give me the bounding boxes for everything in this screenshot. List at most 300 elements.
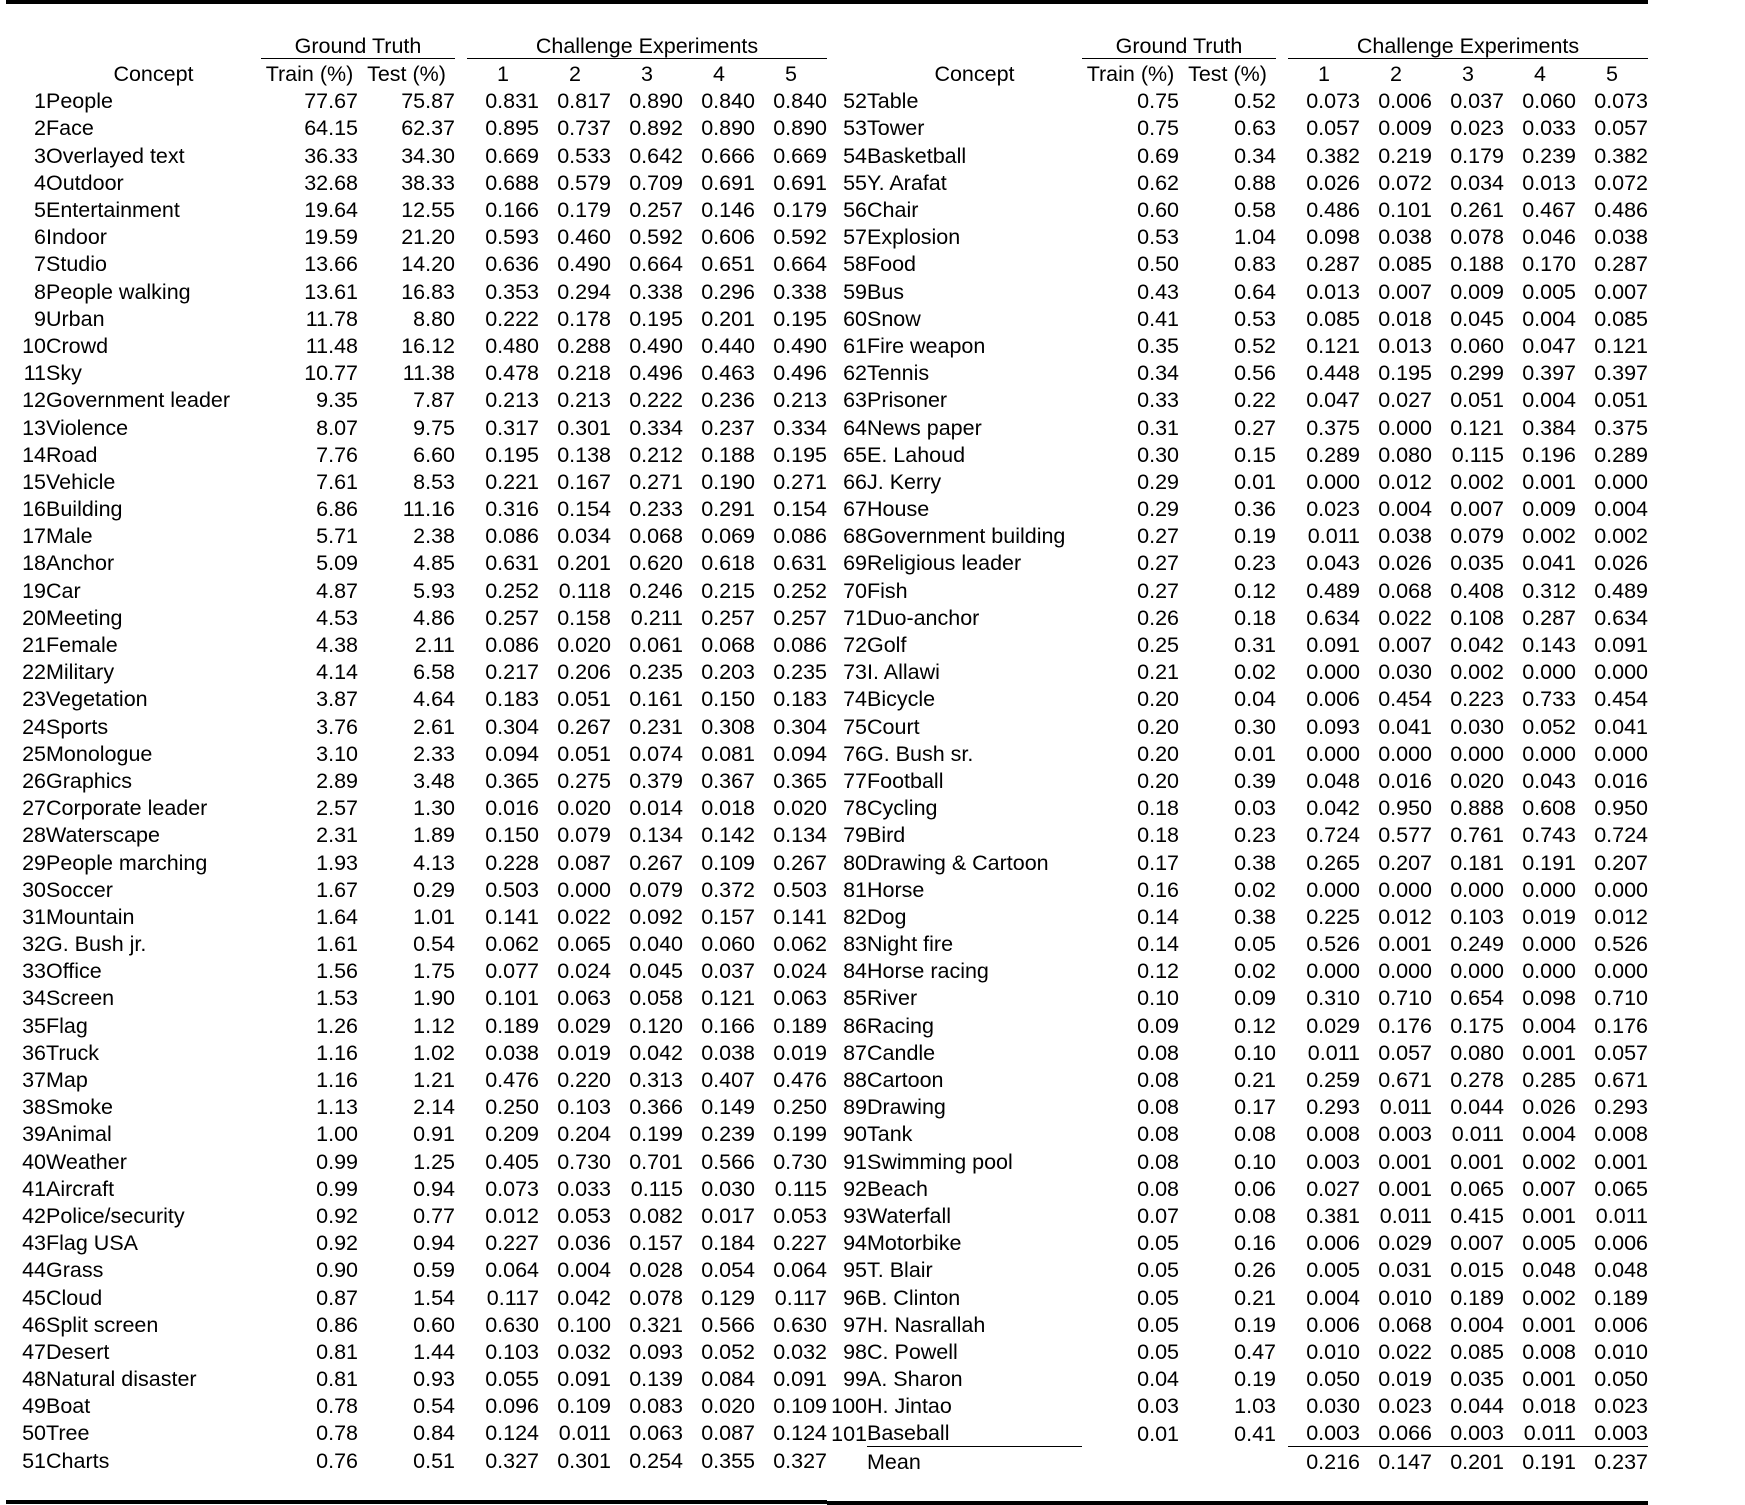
table-row xyxy=(6,358,827,385)
concept-name: Explosion xyxy=(867,225,961,250)
experiment-2-value: 0.012 xyxy=(1378,469,1432,494)
experiment-3-value: 0.120 xyxy=(629,1013,683,1038)
experiment-1-value: 0.057 xyxy=(1306,116,1360,141)
concept-name: Flag USA xyxy=(46,1231,139,1256)
table-row xyxy=(6,929,827,956)
experiment-3-value: 0.037 xyxy=(1450,89,1504,114)
experiment-2-value: 0.036 xyxy=(557,1231,611,1256)
row-index: 63 xyxy=(843,388,867,413)
concept-name: Aircraft xyxy=(46,1176,115,1201)
column-gap xyxy=(1276,386,1288,413)
column-gap xyxy=(455,1120,467,1147)
experiment-2-value: 0.301 xyxy=(557,1448,611,1473)
row-index: 30 xyxy=(22,877,46,902)
row-index: 89 xyxy=(843,1095,867,1120)
experiment-1-value: 0.055 xyxy=(485,1367,539,1392)
table-row xyxy=(6,793,827,820)
test-percent: 0.93 xyxy=(413,1367,455,1392)
column-gap xyxy=(455,549,467,576)
experiment-2-value: 0.020 xyxy=(557,633,611,657)
table-row xyxy=(827,902,1648,929)
train-percent: 7.76 xyxy=(316,442,358,467)
column-gap xyxy=(1276,1364,1288,1391)
experiment-3-value: 0.261 xyxy=(1450,198,1504,222)
train-percent: 6.86 xyxy=(316,497,358,522)
test-percent: 3.48 xyxy=(413,768,455,793)
experiment-1-value: 0.086 xyxy=(485,524,539,549)
experiment-3-value: 0.011 xyxy=(1451,1122,1504,1147)
table-row xyxy=(827,1392,1648,1419)
experiment-1-value: 0.831 xyxy=(485,89,539,114)
column-gap xyxy=(1276,277,1288,304)
experiment-4-value: 0.407 xyxy=(701,1068,755,1092)
row-index: 95 xyxy=(843,1258,867,1283)
experiment-1-value: 0.000 xyxy=(1306,741,1360,766)
row-index: 74 xyxy=(843,687,867,712)
row-index: 3 xyxy=(34,143,46,168)
experiment-1-value: 0.222 xyxy=(485,306,539,331)
experiment-2-value: 0.219 xyxy=(1378,143,1432,168)
experiment-5-value: 0.267 xyxy=(773,850,827,875)
experiment-4-value: 0.372 xyxy=(701,877,755,902)
concept-name: Fish xyxy=(867,578,908,603)
experiment-2-value: 0.737 xyxy=(557,116,611,141)
test-percent: 1.44 xyxy=(413,1339,455,1364)
test-percent: 0.94 xyxy=(413,1231,455,1256)
column-gap xyxy=(455,685,467,712)
experiment-3-value: 0.083 xyxy=(629,1394,683,1419)
experiment-3-value: 0.034 xyxy=(1450,170,1504,195)
train-percent: 0.27 xyxy=(1137,524,1179,549)
concept-name: Road xyxy=(46,442,98,467)
table-row xyxy=(827,1283,1648,1310)
test-percent: 0.60 xyxy=(413,1312,455,1337)
column-gap xyxy=(1276,1174,1288,1201)
row-index: 21 xyxy=(22,633,46,657)
table-row xyxy=(6,1310,827,1337)
test-percent: 0.54 xyxy=(413,932,455,957)
experiment-4-value: 0.397 xyxy=(1522,361,1576,386)
concept-name: Table xyxy=(867,89,919,114)
table-row xyxy=(6,739,827,766)
row-index: 2 xyxy=(34,116,46,141)
experiment-1-value: 0.293 xyxy=(1306,1095,1360,1120)
table-row xyxy=(6,1038,827,1065)
table-row xyxy=(6,902,827,929)
mean-row xyxy=(827,1446,1648,1474)
experiment-5-value: 0.141 xyxy=(773,904,827,929)
experiment-2-value: 0.288 xyxy=(557,333,611,358)
experiment-3-value: 0.761 xyxy=(1450,823,1504,848)
test-percent: 0.23 xyxy=(1234,823,1276,848)
experiment-2-value: 0.103 xyxy=(557,1095,611,1120)
table-row xyxy=(6,522,827,549)
col-header-concept: Concept xyxy=(113,62,194,87)
row-index: 26 xyxy=(22,768,46,793)
column-gap xyxy=(1276,549,1288,576)
experiment-4-value: 0.048 xyxy=(1522,1258,1576,1283)
experiment-2-value: 0.179 xyxy=(557,198,611,222)
test-percent: 0.38 xyxy=(1234,850,1276,875)
experiment-1-value: 0.228 xyxy=(485,850,539,875)
table-row xyxy=(6,1093,827,1120)
experiment-1-value: 0.382 xyxy=(1306,143,1360,168)
experiment-1-value: 0.316 xyxy=(485,497,539,522)
experiment-5-value: 0.213 xyxy=(773,388,827,413)
experiment-5-value: 0.382 xyxy=(1594,143,1648,168)
experiment-3-value: 0.028 xyxy=(629,1258,683,1283)
concept-name: Duo-anchor xyxy=(867,605,980,630)
experiment-5-value: 0.631 xyxy=(773,551,827,576)
experiment-5-value: 0.454 xyxy=(1594,687,1648,712)
experiment-3-value: 0.015 xyxy=(1450,1258,1504,1283)
column-gap xyxy=(1276,685,1288,712)
row-index: 55 xyxy=(843,170,867,195)
train-percent: 0.08 xyxy=(1137,1149,1179,1174)
experiment-5-value: 0.007 xyxy=(1594,279,1648,304)
group-header-row-left xyxy=(6,31,827,59)
experiment-4-value: 0.054 xyxy=(701,1258,755,1283)
experiment-2-value: 0.022 xyxy=(557,904,611,929)
experiment-1-value: 0.091 xyxy=(1306,633,1360,657)
experiment-4-value: 0.060 xyxy=(1522,89,1576,114)
experiment-2-value: 0.213 xyxy=(557,388,611,413)
table-row xyxy=(827,658,1648,685)
experiment-1-value: 0.480 xyxy=(485,333,539,358)
column-gap xyxy=(455,522,467,549)
train-percent: 0.53 xyxy=(1137,225,1179,250)
test-percent: 11.38 xyxy=(402,361,455,386)
concept-name: Golf xyxy=(867,633,907,657)
table-bottom-rule-right xyxy=(827,1474,1648,1503)
experiment-2-value: 0.007 xyxy=(1378,279,1432,304)
experiment-4-value: 0.239 xyxy=(701,1122,755,1147)
experiment-1-value: 0.093 xyxy=(1306,714,1360,739)
experiment-3-value: 0.408 xyxy=(1450,578,1504,603)
experiment-4-value: 0.129 xyxy=(701,1285,755,1310)
test-percent: 0.01 xyxy=(1234,741,1276,766)
concept-name: River xyxy=(867,986,918,1011)
test-percent: 11.16 xyxy=(402,497,455,522)
test-percent: 12.55 xyxy=(401,198,455,222)
experiment-1-value: 0.085 xyxy=(1306,306,1360,331)
experiment-4-value: 0.008 xyxy=(1522,1339,1576,1364)
experiment-5-value: 0.038 xyxy=(1594,225,1648,250)
row-index: 34 xyxy=(22,986,46,1011)
table-row xyxy=(827,467,1648,494)
experiment-3-value: 0.051 xyxy=(1450,388,1504,413)
train-percent: 0.04 xyxy=(1137,1367,1179,1392)
experiment-3-value: 0.189 xyxy=(1450,1285,1504,1310)
experiment-3-value: 0.001 xyxy=(1450,1149,1504,1174)
train-percent: 0.20 xyxy=(1137,714,1179,739)
train-percent: 0.50 xyxy=(1137,252,1179,277)
experiment-4-value: 0.004 xyxy=(1522,388,1576,413)
concept-name: Waterscape xyxy=(46,823,160,848)
experiment-4-value: 0.000 xyxy=(1522,741,1576,766)
concept-name: J. Kerry xyxy=(867,469,942,494)
experiment-4-value: 0.190 xyxy=(701,469,755,494)
experiment-5-value: 0.008 xyxy=(1594,1122,1648,1147)
experiment-5-value: 0.006 xyxy=(1594,1312,1648,1337)
experiment-1-value: 0.631 xyxy=(485,551,539,576)
concept-name: Police/security xyxy=(46,1203,185,1228)
concept-name: Soccer xyxy=(46,877,113,902)
experiment-2-value: 0.020 xyxy=(557,796,611,821)
table-row xyxy=(827,413,1648,440)
table-row xyxy=(6,766,827,793)
experiment-3-value: 0.366 xyxy=(629,1095,683,1120)
table-row xyxy=(827,304,1648,331)
experiment-5-value: 0.271 xyxy=(773,469,827,494)
concept-name: T. Blair xyxy=(867,1258,933,1283)
table-row xyxy=(827,821,1648,848)
test-percent: 2.14 xyxy=(413,1095,455,1120)
train-percent: 1.16 xyxy=(316,1040,358,1065)
train-percent: 1.16 xyxy=(316,1068,358,1092)
train-percent: 0.21 xyxy=(1137,660,1179,685)
experiment-4-value: 0.109 xyxy=(701,850,755,875)
experiment-1-value: 0.016 xyxy=(485,796,539,821)
experiment-1-value: 0.011 xyxy=(1307,524,1360,549)
test-percent: 2.38 xyxy=(413,524,455,549)
experiment-2-value: 0.032 xyxy=(557,1339,611,1364)
experiment-1-value: 0.630 xyxy=(485,1312,539,1337)
train-percent: 0.33 xyxy=(1137,388,1179,413)
table-row xyxy=(827,277,1648,304)
experiment-1-value: 0.042 xyxy=(1306,796,1360,821)
experiment-3-value: 0.235 xyxy=(629,660,683,685)
train-percent: 0.92 xyxy=(316,1231,358,1256)
experiment-1-value: 0.166 xyxy=(485,198,539,222)
experiment-1-value: 0.317 xyxy=(485,415,539,440)
experiment-5-value: 0.041 xyxy=(1594,714,1648,739)
column-gap xyxy=(1276,1419,1288,1447)
group-header-challenge-experiments-right: Challenge Experiments xyxy=(1288,31,1648,59)
train-percent: 0.27 xyxy=(1137,551,1179,576)
column-gap xyxy=(455,957,467,984)
table-row xyxy=(827,576,1648,603)
table-row xyxy=(827,1256,1648,1283)
table-row xyxy=(6,1228,827,1255)
mean-experiment-4-value: 0.191 xyxy=(1522,1449,1576,1474)
column-gap xyxy=(1276,1337,1288,1364)
experiment-3-value: 0.092 xyxy=(629,904,683,929)
experiment-5-value: 0.183 xyxy=(773,687,827,712)
train-percent: 0.99 xyxy=(316,1149,358,1174)
column-gap xyxy=(1276,1283,1288,1310)
test-percent: 0.56 xyxy=(1234,361,1276,386)
column-gap xyxy=(455,114,467,141)
experiment-1-value: 0.077 xyxy=(485,959,539,984)
train-percent: 0.60 xyxy=(1137,198,1179,222)
experiment-4-value: 0.143 xyxy=(1522,633,1576,657)
train-percent: 0.20 xyxy=(1137,687,1179,712)
table-row xyxy=(6,277,827,304)
row-index: 77 xyxy=(843,768,867,793)
column-gap xyxy=(455,413,467,440)
experiment-1-value: 0.225 xyxy=(1306,904,1360,929)
column-gap xyxy=(455,1310,467,1337)
experiment-4-value: 0.018 xyxy=(1522,1394,1576,1419)
table-row xyxy=(6,576,827,603)
train-percent: 8.07 xyxy=(316,415,358,440)
experiment-1-value: 0.221 xyxy=(485,469,539,494)
train-percent: 0.05 xyxy=(1137,1258,1179,1283)
experiment-5-value: 0.003 xyxy=(1576,1419,1648,1447)
concept-name: Grass xyxy=(46,1258,104,1283)
experiment-1-value: 0.013 xyxy=(1306,279,1360,304)
experiment-3-value: 0.188 xyxy=(1450,252,1504,277)
concept-name: Military xyxy=(46,660,115,685)
experiment-4-value: 0.011 xyxy=(1504,1419,1576,1447)
experiment-2-value: 0.006 xyxy=(1378,89,1432,114)
experiment-3-value: 0.002 xyxy=(1450,469,1504,494)
experiment-1-value: 0.010 xyxy=(1306,1339,1360,1364)
experiment-3-value: 0.157 xyxy=(629,1231,683,1256)
experiment-2-value: 0.201 xyxy=(557,551,611,576)
column-gap xyxy=(455,1011,467,1038)
train-percent: 0.78 xyxy=(316,1421,358,1446)
table-row xyxy=(6,223,827,250)
experiment-1-value: 0.011 xyxy=(1307,1040,1360,1065)
col-header-test-right: Test (%) xyxy=(1188,62,1267,87)
test-percent: 16.12 xyxy=(401,333,455,358)
column-gap xyxy=(1276,848,1288,875)
table-row xyxy=(6,494,827,521)
column-gap xyxy=(455,1201,467,1228)
experiment-2-value: 0.004 xyxy=(1378,497,1432,522)
experiment-5-value: 0.001 xyxy=(1594,1149,1648,1174)
concept-name: People xyxy=(46,89,113,114)
experiment-2-value: 0.057 xyxy=(1378,1040,1432,1065)
experiment-4-value: 0.890 xyxy=(701,116,755,141)
experiment-5-value: 0.375 xyxy=(1594,415,1648,440)
experiment-5-value: 0.004 xyxy=(1594,497,1648,522)
experiment-5-value: 0.023 xyxy=(1594,1394,1648,1419)
experiment-5-value: 0.016 xyxy=(1594,768,1648,793)
experiment-3-value: 0.020 xyxy=(1450,768,1504,793)
col-header-test: Test (%) xyxy=(367,62,446,87)
concept-name: Beach xyxy=(867,1176,928,1201)
experiment-1-value: 0.287 xyxy=(1306,252,1360,277)
train-percent: 1.13 xyxy=(316,1095,358,1120)
experiment-2-value: 0.038 xyxy=(1378,225,1432,250)
experiment-4-value: 0.239 xyxy=(1522,143,1576,168)
table-row xyxy=(6,1364,827,1391)
experiment-3-value: 0.299 xyxy=(1450,361,1504,386)
table-row xyxy=(6,87,827,114)
table-row xyxy=(827,766,1648,793)
train-percent: 0.14 xyxy=(1137,932,1179,957)
experiment-3-value: 0.060 xyxy=(1450,333,1504,358)
experiment-5-value: 0.289 xyxy=(1594,442,1648,467)
train-percent: 1.00 xyxy=(316,1122,358,1147)
test-percent: 1.30 xyxy=(413,796,455,821)
experiment-1-value: 0.012 xyxy=(485,1203,539,1228)
experiment-3-value: 0.254 xyxy=(629,1448,683,1473)
column-gap xyxy=(455,1337,467,1364)
table-row xyxy=(6,386,827,413)
experiment-1-value: 0.257 xyxy=(485,605,539,630)
row-index: 43 xyxy=(22,1231,46,1256)
column-gap xyxy=(1276,522,1288,549)
table-row xyxy=(6,195,827,222)
column-gap xyxy=(1276,658,1288,685)
column-gap xyxy=(455,875,467,902)
experiment-1-value: 0.405 xyxy=(485,1149,539,1174)
concept-name: Monologue xyxy=(46,741,153,766)
experiment-2-value: 0.109 xyxy=(557,1394,611,1419)
experiment-4-value: 0.296 xyxy=(701,279,755,304)
test-percent: 75.87 xyxy=(401,89,455,114)
row-index: 10 xyxy=(22,333,46,358)
column-gap xyxy=(455,1093,467,1120)
train-percent: 0.27 xyxy=(1137,578,1179,603)
concept-name: Bird xyxy=(867,823,906,848)
column-gap xyxy=(1276,413,1288,440)
table-row xyxy=(6,467,827,494)
train-percent: 4.38 xyxy=(316,633,358,657)
concept-name: Football xyxy=(867,768,944,793)
experiment-2-value: 0.085 xyxy=(1378,252,1432,277)
group-header-ground-truth-right: Ground Truth xyxy=(1082,31,1276,59)
experiment-3-value: 0.701 xyxy=(629,1149,683,1174)
experiment-1-value: 0.050 xyxy=(1306,1367,1360,1392)
row-index: 75 xyxy=(843,714,867,739)
concept-name: Swimming pool xyxy=(867,1149,1013,1174)
test-percent: 0.51 xyxy=(413,1448,455,1473)
column-gap xyxy=(455,223,467,250)
concept-name: I. Allawi xyxy=(867,660,940,685)
table-row xyxy=(827,331,1648,358)
test-percent: 0.12 xyxy=(1234,1013,1276,1038)
concept-name: Office xyxy=(46,959,102,984)
test-percent: 0.21 xyxy=(1234,1285,1276,1310)
table-row xyxy=(6,141,827,168)
experiment-5-value: 0.334 xyxy=(773,415,827,440)
experiment-4-value: 0.033 xyxy=(1522,116,1576,141)
table-row xyxy=(6,1419,827,1446)
train-percent: 0.29 xyxy=(1137,469,1179,494)
experiment-1-value: 0.688 xyxy=(485,170,539,195)
experiment-3-value: 0.093 xyxy=(629,1339,683,1364)
experiment-5-value: 0.086 xyxy=(773,633,827,657)
experiment-1-value: 0.047 xyxy=(1306,388,1360,413)
concept-name: Smoke xyxy=(46,1095,113,1120)
experiment-4-value: 0.038 xyxy=(701,1040,755,1065)
experiment-5-value: 0.062 xyxy=(773,932,827,957)
concept-name: Drawing & Cartoon xyxy=(867,850,1049,875)
table-row xyxy=(6,658,827,685)
test-percent: 0.02 xyxy=(1234,660,1276,685)
concept-name: Baseball xyxy=(867,1419,1082,1447)
experiment-4-value: 0.001 xyxy=(1522,1312,1576,1337)
col-header-exp-4-right: 4 xyxy=(1534,62,1546,87)
experiment-5-value: 0.121 xyxy=(1594,333,1648,358)
experiment-5-value: 0.024 xyxy=(773,959,827,984)
column-gap xyxy=(455,766,467,793)
train-percent: 0.76 xyxy=(316,1448,358,1473)
row-index: 11 xyxy=(23,361,46,386)
train-percent: 1.67 xyxy=(316,877,358,902)
column-gap xyxy=(455,821,467,848)
column-gap xyxy=(455,902,467,929)
experiment-1-value: 0.000 xyxy=(1306,660,1360,685)
concept-name: Horse racing xyxy=(867,959,989,984)
experiment-5-value: 0.032 xyxy=(773,1339,827,1364)
column-gap xyxy=(1276,793,1288,820)
